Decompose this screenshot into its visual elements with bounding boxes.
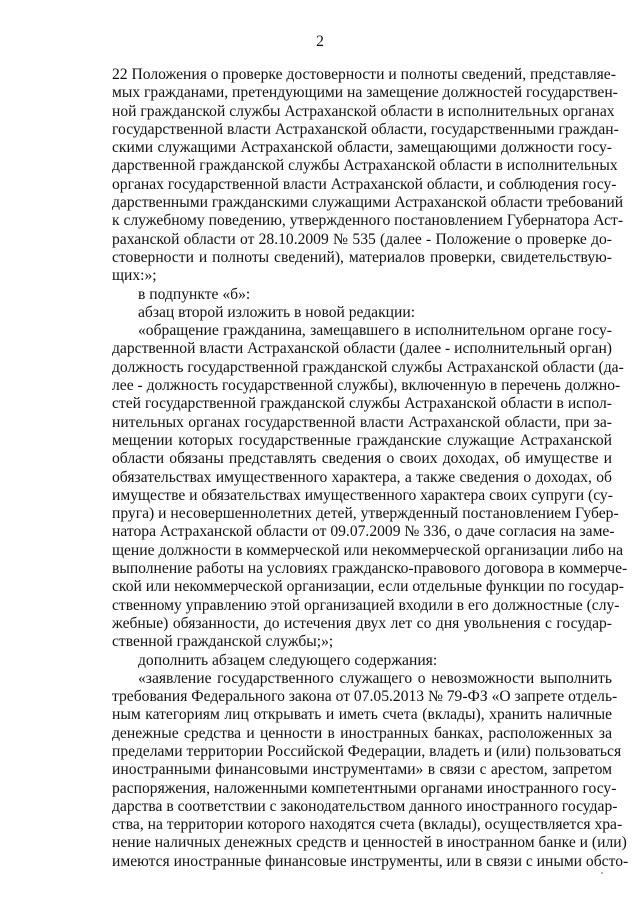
text-line: ственному управлению этой организацией входили в его должностные (слу- — [112, 596, 620, 614]
text-line: в подпункте «б»: — [138, 285, 251, 303]
text-line: стоверности и полноты сведений), материалов проверки, свидетельствую- — [112, 248, 612, 266]
scan-speck — [601, 872, 603, 874]
text-line: распоряжения, наложенными компетентными органами иностранного госу- — [112, 779, 617, 797]
text-line: к служебному поведению, утвержденного постановлением Губернатора Аст- — [112, 212, 624, 230]
text-line: мых гражданами, претендующими на замещение должностей государствен- — [112, 84, 618, 102]
text-line: пределами территории Российской Федерации, владеть и (или) пользоваться — [112, 742, 622, 760]
text-line: нительных органах государственной власти Астраханской области, при за- — [112, 413, 612, 431]
text-line: пруга) и несовершеннолетних детей, утвержденный постановлением Губер- — [112, 505, 619, 523]
text-line: ной гражданской службы Астраханской области в исполнительных органах — [112, 102, 615, 120]
text-line: щение должности в коммерческой или некоммерческой организации либо на — [112, 541, 624, 559]
text-line: имуществе и обязательствах имущественного характера своих супруги (су- — [112, 486, 613, 504]
text-line: требования Федерального закона от 07.05.2013 № 79-ФЗ «О запрете отдель- — [112, 688, 618, 706]
text-line: дарства в соответствии с законодательством данного иностранного государ- — [112, 797, 618, 815]
text-line: ской или некоммерческой организации, если отдельные функции по государ- — [112, 578, 624, 596]
text-line: выполнение работы на условиях гражданско-правового договора в коммерче- — [112, 560, 628, 578]
text-line: мещении которых государственные гражданские служащие Астраханской — [112, 431, 612, 449]
text-line: области обязаны представлять сведения о своих доходах, об имуществе и — [112, 450, 612, 468]
text-line: ным категориям лиц открывать и иметь счета (вклады), хранить наличные — [112, 706, 612, 724]
page-number: 2 — [316, 33, 324, 50]
text-line: имеются иностранные финансовые инструменты, или в связи с иными обсто- — [112, 852, 629, 870]
text-line: государственной власти Астраханской области, государственными граждан- — [112, 120, 619, 138]
text-line: денежные средства и ценности в иностранных банках, расположенных за — [112, 724, 612, 742]
text-line: 22 Положения о проверке достоверности и полноты сведений, представляе- — [112, 66, 616, 83]
text-line: должность государственной гражданской службы Астраханской области (да- — [112, 358, 624, 376]
text-line: лее - должность государственной службы), включенную в перечень должно- — [112, 377, 621, 395]
text-line: ства, на территории которого находятся счета (вклады), осуществляется хра- — [112, 816, 623, 834]
text-line: «заявление государственного служащего о невозможности выполнить — [138, 669, 612, 687]
text-line: раханской области от 28.10.2009 № 535 (далее - Положение о проверке до- — [112, 230, 612, 248]
text-line: дарственными гражданскими служащими Астраханской области требований — [112, 194, 624, 212]
text-line: скими служащими Астраханской области, замещающими должности госу- — [112, 139, 612, 157]
text-line: дарственной гражданской службы Астраханской области в исполнительных — [112, 157, 618, 175]
text-line: абзац второй изложить в новой редакции: — [138, 303, 416, 321]
text-line: обязательствах имущественного характера, а также сведения о доходах, об — [112, 468, 612, 486]
text-line: натора Астраханской области от 09.07.2009 № 336, о даче согласия на заме- — [112, 523, 615, 541]
text-line: нение наличных денежных средств и ценностей в иностранном банке и (или) — [112, 834, 627, 852]
text-line: дополнить абзацем следующего содержания: — [138, 651, 438, 669]
text-line: жебные) обязанности, до истечения двух лет со дня увольнения с государ- — [112, 614, 612, 632]
text-line: стей государственной гражданской службы Астраханской области в испол- — [112, 395, 612, 413]
text-line: органах государственной власти Астраханской области, и соблюдения госу- — [112, 175, 617, 193]
text-line: иностранными финансовыми инструментами» в связи с арестом, запретом — [112, 761, 612, 779]
text-line: щих:»; — [112, 267, 157, 285]
document-body — [112, 66, 629, 871]
text-line: ственной гражданской службы;»; — [112, 633, 334, 651]
text-line: «обращение гражданина, замещавшего в исполнительном органе госу- — [138, 322, 612, 340]
text-line: дарственной власти Астраханской области (далее - исполнительный орган) — [112, 340, 612, 358]
